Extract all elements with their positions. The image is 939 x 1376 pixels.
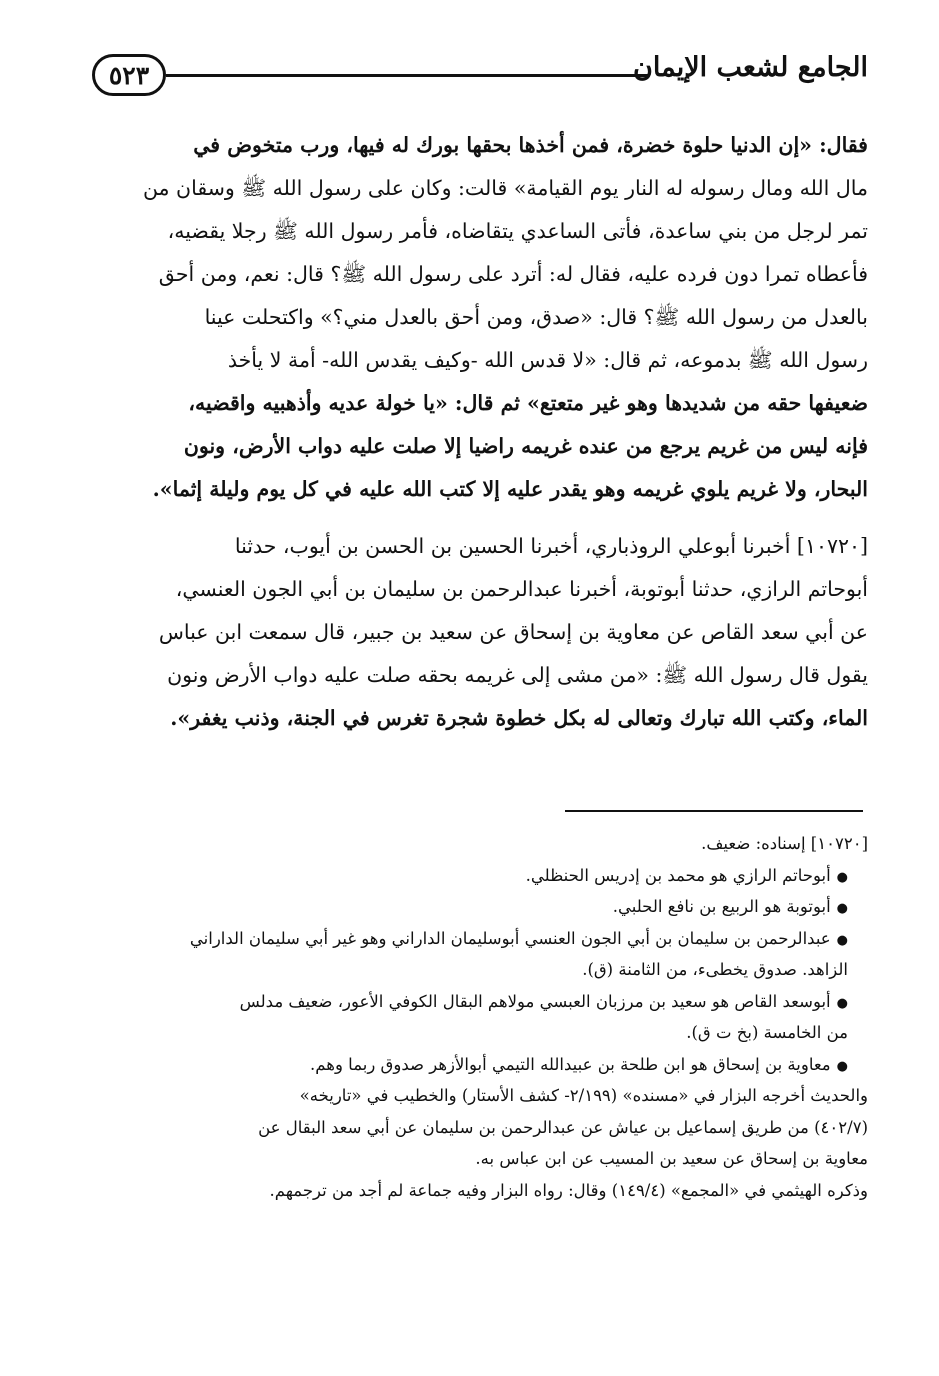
- footnote-text: عبدالرحمن بن سليمان بن أبي الجون العنسي أبوسليمان الداراني وهو غير أبي سليمان الداراني: [189, 928, 831, 948]
- text-line: الماء، وكتب الله تبارك وتعالى له بكل خطوة شجرة تغرس في الجنة، وذنب يغفر».: [170, 706, 868, 730]
- footnote-bullet-item: [88, 860, 868, 892]
- footnote-text: (٤٠٢/٧) من طريق إسماعيل بن عياش عن عبدالرحمن بن سليمان عن أبي سعد البقال عن: [258, 1117, 868, 1137]
- running-title: الجامع لشعب الإيمان: [633, 52, 868, 83]
- bullet-icon: ●: [836, 995, 848, 1011]
- text-line: البحار، ولا غريم يلوي غريمه وهو يقدر عليه إلا كتب الله عليه في كل يوم وليلة إثما».: [152, 477, 868, 501]
- text-line: رسول الله ﷺ بدموعه، ثم قال: «لا قدس الله -وكيف يقدس الله- أمة لا يأخذ: [227, 348, 868, 372]
- bullet-icon: ●: [836, 1058, 848, 1074]
- paragraph-hadith-10720: [58, 525, 868, 740]
- footnotes: [88, 828, 868, 1206]
- text-line: تمر لرجل من بني ساعدة، فأتى الساعدي يتقاضاه، فأمر رسول الله ﷺ رجلا يقضيه،: [167, 219, 868, 243]
- text-line: مال الله ومال رسوله له النار يوم القيامة» قالت: وكان على رسول الله ﷺ وسقان من: [142, 176, 868, 200]
- page-number-box: [92, 54, 166, 96]
- text-line: فأعطاه تمرا دون فرده عليه، فقال له: أترد على رسول الله ﷺ؟ قال: نعم، ومن أحق: [158, 262, 868, 286]
- footnote-text: معاوية بن إسحاق هو ابن طلحة بن عبيدالله التيمي أبوالأزهر صدوق ربما وهم.: [310, 1054, 831, 1074]
- footnote-bullet-item: [88, 1049, 868, 1081]
- footnote-text: أبوحاتم الرازي هو محمد بن إدريس الحنظلي.: [525, 865, 831, 885]
- footnote-text: من الخامسة (بخ ت ق).: [686, 1023, 848, 1042]
- footnote-bullet-item: [88, 986, 868, 1018]
- text-line: فإنه ليس من غريم يرجع من عنده غريمه راضيا إلا صلت عليه دواب الأرض، ونون: [183, 434, 868, 458]
- footnote-line: [88, 1175, 868, 1207]
- text-line: فقال: «إن الدنيا حلوة خضرة، فمن أخذها بحقها بورك له فيها، ورب متخوض في: [193, 133, 868, 157]
- text-line: بالعدل من رسول الله ﷺ؟ قال: «صدق، ومن أحق بالعدل مني؟» واكتحلت عينا: [204, 305, 868, 329]
- footnote-bullet-item: [88, 923, 868, 955]
- bullet-icon: ●: [836, 869, 848, 885]
- text-line: عن أبي سعد القاص عن معاوية بن إسحاق عن سعيد بن جبير، قال سمعت ابن عباس: [158, 620, 868, 644]
- footnote-line: [88, 828, 868, 860]
- footnote-text: معاوية بن إسحاق عن سعيد بن المسيب عن ابن عباس به.: [475, 1149, 868, 1168]
- footnote-line: [88, 1112, 868, 1144]
- paragraph-hadith-continuation: [58, 124, 868, 511]
- footnote-bullet-item: [88, 891, 868, 923]
- page-header: [92, 44, 868, 106]
- text-line: يقول قال رسول الله ﷺ: «من مشى إلى غريمه بحقه صلت عليه دواب الأرض ونون: [167, 663, 868, 687]
- footnote-text: وذكره الهيثمي في «المجمع» (١٤٩/٤) وقال: رواه البزار وفيه جماعة لم أجد من ترجمهم.: [269, 1180, 868, 1200]
- header-rule: [166, 74, 648, 77]
- text-line: أبوحاتم الرازي، حدثنا أبوتوبة، أخبرنا عبدالرحمن بن سليمان بن أبي الجون العنسي،: [175, 577, 868, 601]
- bullet-icon: ●: [836, 932, 848, 948]
- footnote-line: [88, 1143, 868, 1175]
- footnote-line: [88, 1017, 868, 1049]
- footnote-text: أبوتوبة هو الربيع بن نافع الحلبي.: [612, 897, 831, 916]
- footnote-text: الزاهد. صدوق يخطىء، من الثامنة (ق).: [582, 960, 848, 979]
- text-line: [١٠٧٢٠] أخبرنا أبوعلي الروذباري، أخبرنا الحسين بن الحسن بن أيوب، حدثنا: [234, 534, 868, 558]
- page-number: ٥٢٣: [108, 60, 150, 90]
- footnote-text: أبوسعد القاص هو سعيد بن مرزبان العبسي مولاهم البقال الكوفي الأعور، ضعيف مدلس: [239, 991, 831, 1011]
- bullet-icon: ●: [836, 901, 848, 916]
- footnote-separator: [565, 810, 863, 812]
- footnote-text: والحديث أخرجه البزار في «مسنده» (٢/١٩٩- كشف الأستار) والخطيب في «تاريخه»: [299, 1086, 868, 1105]
- footnote-text: [١٠٧٢٠] إسناده: ضعيف.: [701, 834, 868, 853]
- footnote-line: [88, 1080, 868, 1112]
- text-line: ضعيفها حقه من شديدها وهو غير متعتع» ثم قال: «يا خولة عديه وأذهبيه واقضيه،: [188, 391, 868, 415]
- main-text: [58, 124, 868, 740]
- footnote-line: [88, 954, 868, 986]
